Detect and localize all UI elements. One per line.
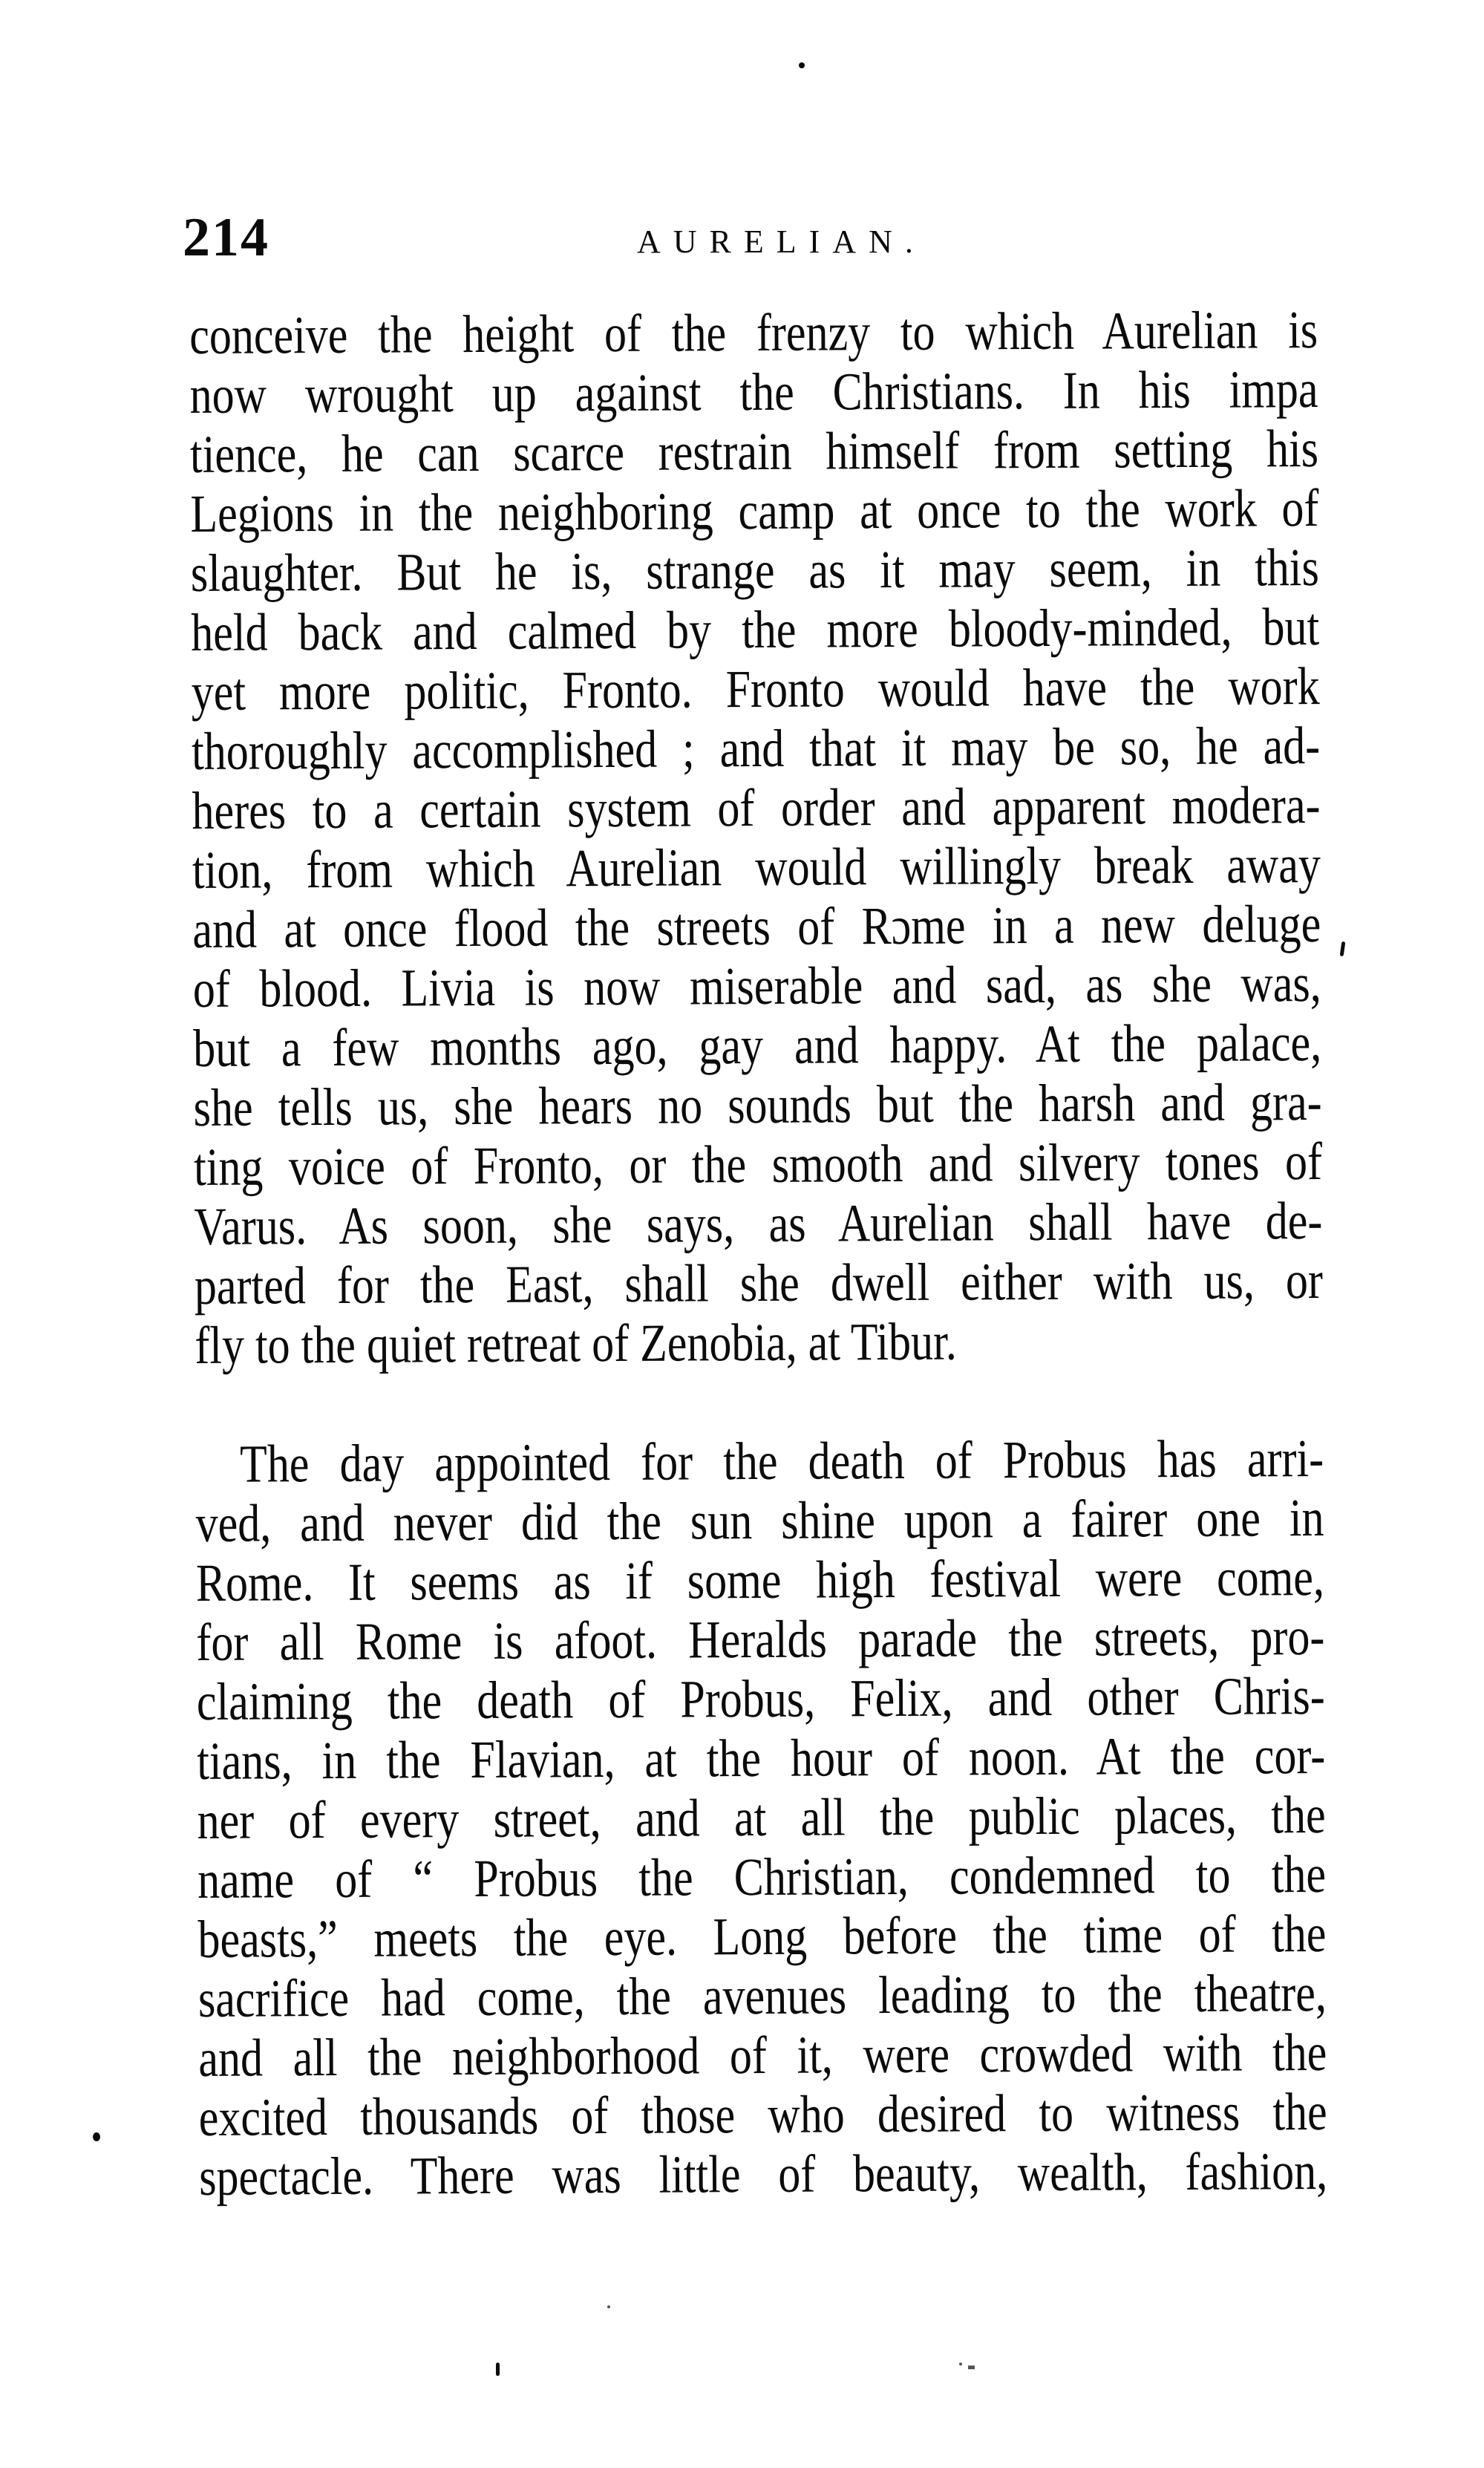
scan-artifact-dash <box>968 2366 975 2369</box>
text-line: beasts,” meets the eye. Long before the time of the <box>197 1904 1327 1969</box>
text-line: Legions in the neighboring camp at once to the work of <box>190 478 1319 543</box>
text-line: tians, in the Flavian, at the hour of noon. At the cor- <box>197 1726 1326 1791</box>
paragraph <box>195 1429 1327 2207</box>
scan-artifact-dot <box>959 2363 962 2366</box>
text-line: now wrought up against the Christians. In his impa <box>189 359 1318 425</box>
text-line: and at once flood the streets of Rɔme in a new deluge <box>192 894 1321 959</box>
text-line: of blood. Livia is now miserable and sad, as she was, <box>192 953 1321 1019</box>
text-line: slaughter. But he is, strange as it may seem, in this <box>190 538 1320 603</box>
text-line: ting voice of Fronto, or the smooth and silvery tones of <box>193 1132 1323 1197</box>
body-text <box>189 300 1327 2207</box>
text-line: spectacle. There was little of beauty, wealth, fashion, <box>198 2141 1328 2207</box>
text-line: sacrifice had come, the avenues leading to the theatre, <box>197 1963 1327 2028</box>
text-line: excited thousands of those who desired to witness the <box>198 2082 1327 2147</box>
text-line: thoroughly accomplished ; and that it may be so, he ad- <box>191 716 1321 781</box>
text-line: Varus. As soon, she says, as Aurelian shall have de- <box>194 1191 1323 1256</box>
text-line: held back and calmed by the more bloody-minded, but <box>191 597 1320 662</box>
text-line: ved, and never did the sun shine upon a fairer one in <box>195 1488 1324 1553</box>
text-line: fly to the quiet retreat of Zenobia, at Tibur. <box>195 1311 957 1375</box>
scan-artifact-dot <box>607 2305 610 2308</box>
text-line: The day appointed for the death of Probus has arri- <box>239 1429 1324 1494</box>
text-line: tience, he can scarce restrain himself from setting his <box>189 419 1319 484</box>
text-line: heres to a certain system of order and apparent modera- <box>192 775 1321 840</box>
text-line: tion, from which Aurelian would willingly break away <box>192 835 1321 900</box>
scan-artifact-tick <box>496 2363 500 2376</box>
text-line: ner of every street, and at all the public places, the <box>197 1785 1326 1850</box>
text-line: name of “ Probus the Christian, condemned to the <box>197 1844 1327 1910</box>
text-line: and all the neighborhood of it, were crowded with the <box>198 2023 1327 2088</box>
scan-artifact-tick <box>1340 941 1346 957</box>
scan-artifact-dot <box>93 2132 100 2141</box>
text-line: parted for the East, shall she dwell either with us, or <box>194 1250 1324 1316</box>
text-line: Rome. It seems as if some high festival were come, <box>195 1547 1325 1613</box>
text-line: conceive the height of the frenzy to which Aurelian is <box>189 300 1318 365</box>
scan-artifact-dot <box>799 62 805 68</box>
paragraph <box>189 300 1323 1375</box>
page-number: 214 <box>183 207 269 268</box>
text-line: she tells us, she hears no sounds but the harsh and gra- <box>193 1072 1322 1137</box>
text-line: yet more politic, Fronto. Fronto would have the work <box>191 656 1320 722</box>
running-title: AURELIAN. <box>637 223 926 260</box>
text-line: for all Rome is afoot. Heralds parade the streets, pro- <box>196 1607 1325 1672</box>
text-line: but a few months ago, gay and happy. At the palace, <box>193 1013 1322 1078</box>
text-line: claiming the death of Probus, Felix, and other Chris- <box>196 1666 1325 1731</box>
